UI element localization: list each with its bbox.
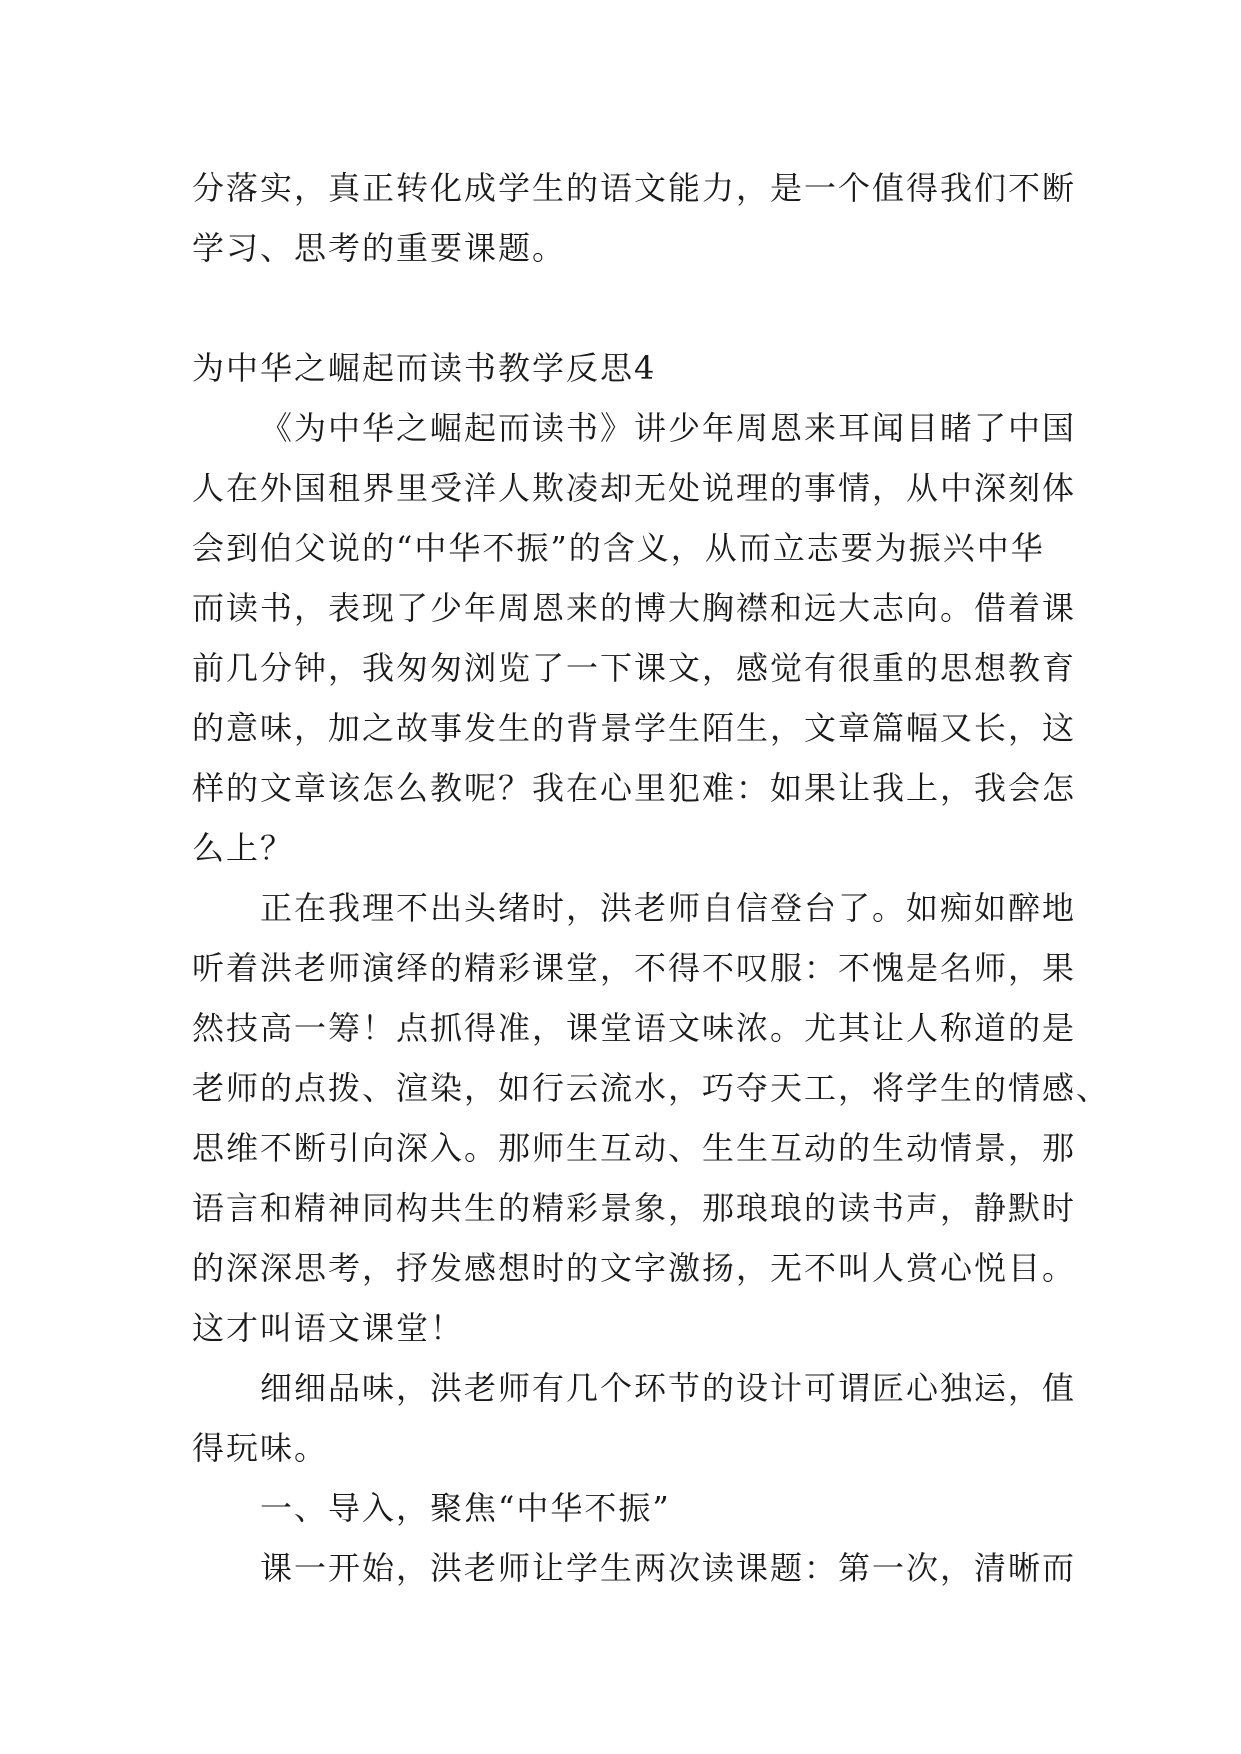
body-line: 分落实，真正转化成学生的语文能力，是一个值得我们不断 [192, 169, 1077, 207]
body-line: 人在外国租界里受洋人欺凌却无处说理的事情，从中深刻体 [192, 469, 1077, 507]
body-line: 老师的点拨、渲染，如行云流水，巧夺天工，将学生的情感、 [192, 1069, 1111, 1107]
body-line: 得玩味。 [192, 1429, 329, 1467]
body-line: 听着洪老师演绎的精彩课堂，不得不叹服：不愧是名师，果 [192, 949, 1077, 987]
paragraph [192, 398, 1077, 878]
section-title: 为中华之崛起而读书教学反思4 [192, 349, 657, 387]
body-line: 前几分钟，我匆匆浏览了一下课文，感觉有很重的思想教育 [192, 649, 1077, 687]
body-line: 思维不断引向深入。那师生互动、生生互动的生动情景，那 [192, 1129, 1077, 1167]
paragraph [192, 1358, 1077, 1478]
body-line: 《为中华之崛起而读书》讲少年周恩来耳闻目睹了中国 [260, 409, 1077, 447]
document-body [192, 158, 1111, 1598]
body-line: 么上？ [192, 829, 295, 867]
body-line: 正在我理不出头绪时，洪老师自信登台了。如痴如醉地 [260, 889, 1077, 927]
paragraph-gap [192, 278, 1052, 338]
body-line: 然技高一筹！点抓得准，课堂语文味浓。尤其让人称道的是 [192, 1009, 1077, 1047]
body-line: 会到伯父说的“中华不振”的含义，从而立志要为振兴中华 [192, 529, 1045, 567]
body-line: 样的文章该怎么教呢？我在心里犯难：如果让我上，我会怎 [192, 769, 1077, 807]
body-line: 课一开始，洪老师让学生两次读课题：第一次，清晰而 [260, 1549, 1077, 1587]
paragraph [192, 1478, 1052, 1538]
section-heading: 一、导入，聚焦“中华不振” [260, 1489, 671, 1527]
paragraph [192, 878, 1111, 1358]
body-line: 学习、思考的重要课题。 [192, 229, 567, 267]
body-line: 而读书，表现了少年周恩来的博大胸襟和远大志向。借着课 [192, 589, 1077, 627]
body-line: 细细品味，洪老师有几个环节的设计可谓匠心独运，值 [260, 1369, 1077, 1407]
body-line: 这才叫语文课堂！ [192, 1309, 465, 1347]
body-line: 的意味，加之故事发生的背景学生陌生，文章篇幅又长，这 [192, 709, 1077, 747]
paragraph [192, 1538, 1077, 1598]
body-line: 的深深思考，抒发感想时的文字激扬，无不叫人赏心悦目。 [192, 1249, 1077, 1287]
body-line: 语言和精神同构共生的精彩景象，那琅琅的读书声，静默时 [192, 1189, 1077, 1227]
